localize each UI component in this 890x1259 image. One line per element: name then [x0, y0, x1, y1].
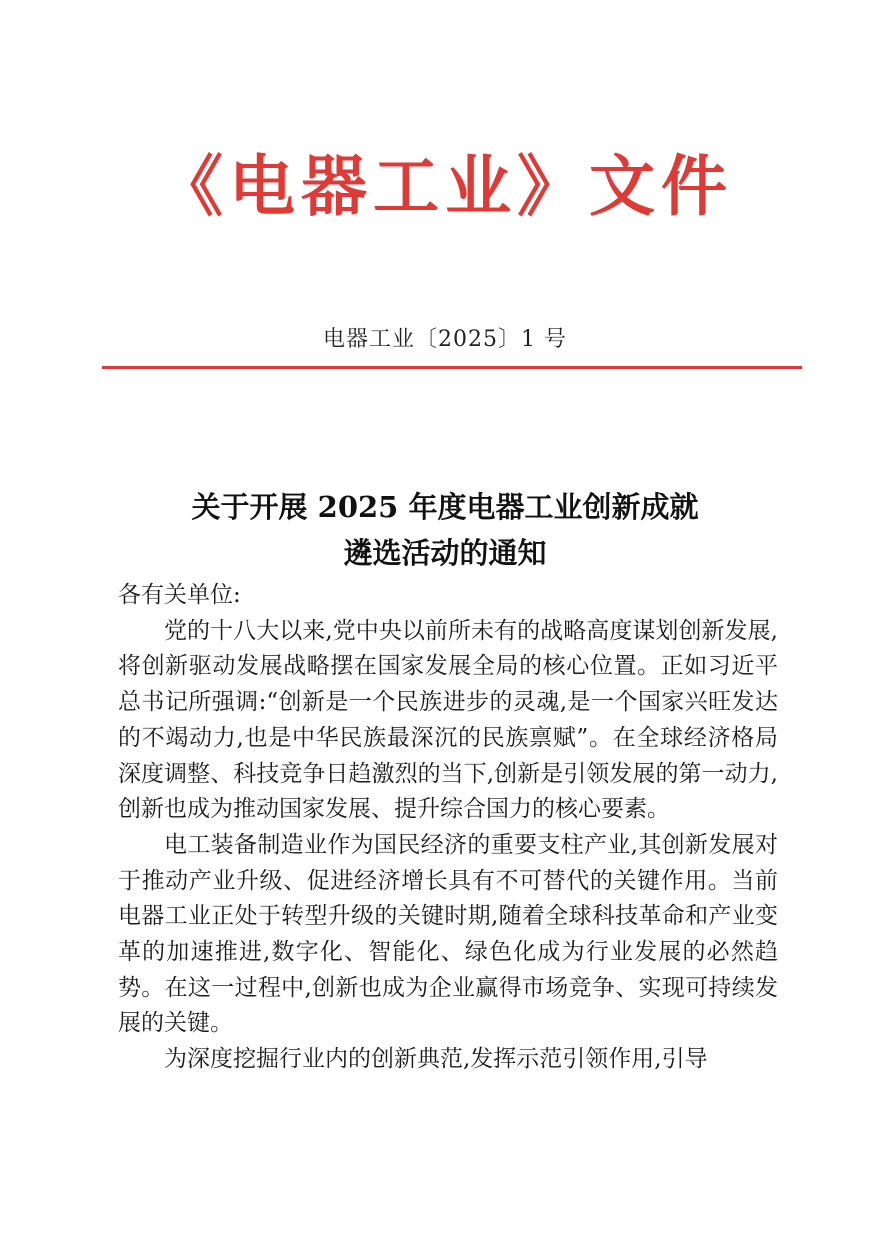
masthead-title: 《电器工业》文件	[157, 147, 733, 225]
notice-body	[118, 578, 778, 1078]
notice-title-line-1: 关于开展 2025 年度电器工业创新成就	[191, 490, 699, 524]
document-number: 电器工业〔2025〕1 号	[323, 327, 567, 352]
notice-title	[0, 484, 890, 576]
body-paragraph-2: 电工装备制造业作为国民经济的重要支柱产业,其创新发展对于推动产业升级、促进经济增长具有不可替代的关键作用。当前电器工业正处于转型升级的关键时期,随着全球科技革命和产业变革的加速推进,数字化、智能化、绿色化成为行业发展的必然趋势。在这一过程中,创新也成为企业赢得市场竞争、实现可持续发展的关键。	[118, 831, 778, 1037]
notice-title-line-2: 遴选活动的通知	[343, 536, 547, 570]
body-paragraph-3: 为深度挖掘行业内的创新典范,发挥示范引领作用,引导	[164, 1046, 708, 1073]
salutation: 各有关单位:	[118, 582, 241, 608]
body-paragraph-1: 党的十八大以来,党中央以前所未有的战略高度谋划创新发展,将创新驱动发展战略摆在国家发展全局的核心位置。正如习近平总书记所强调:“创新是一个民族进步的灵魂,是一个国家兴旺发达的不竭动力,也是中华民族最深沉的民族禀赋”。在全球经济格局深度调整、科技竞争日趋激烈的当下,创新是引领发展的第一动力,创新也成为推动国家发展、提升综合国力的核心要素。	[118, 617, 778, 823]
red-divider-line	[102, 366, 802, 369]
